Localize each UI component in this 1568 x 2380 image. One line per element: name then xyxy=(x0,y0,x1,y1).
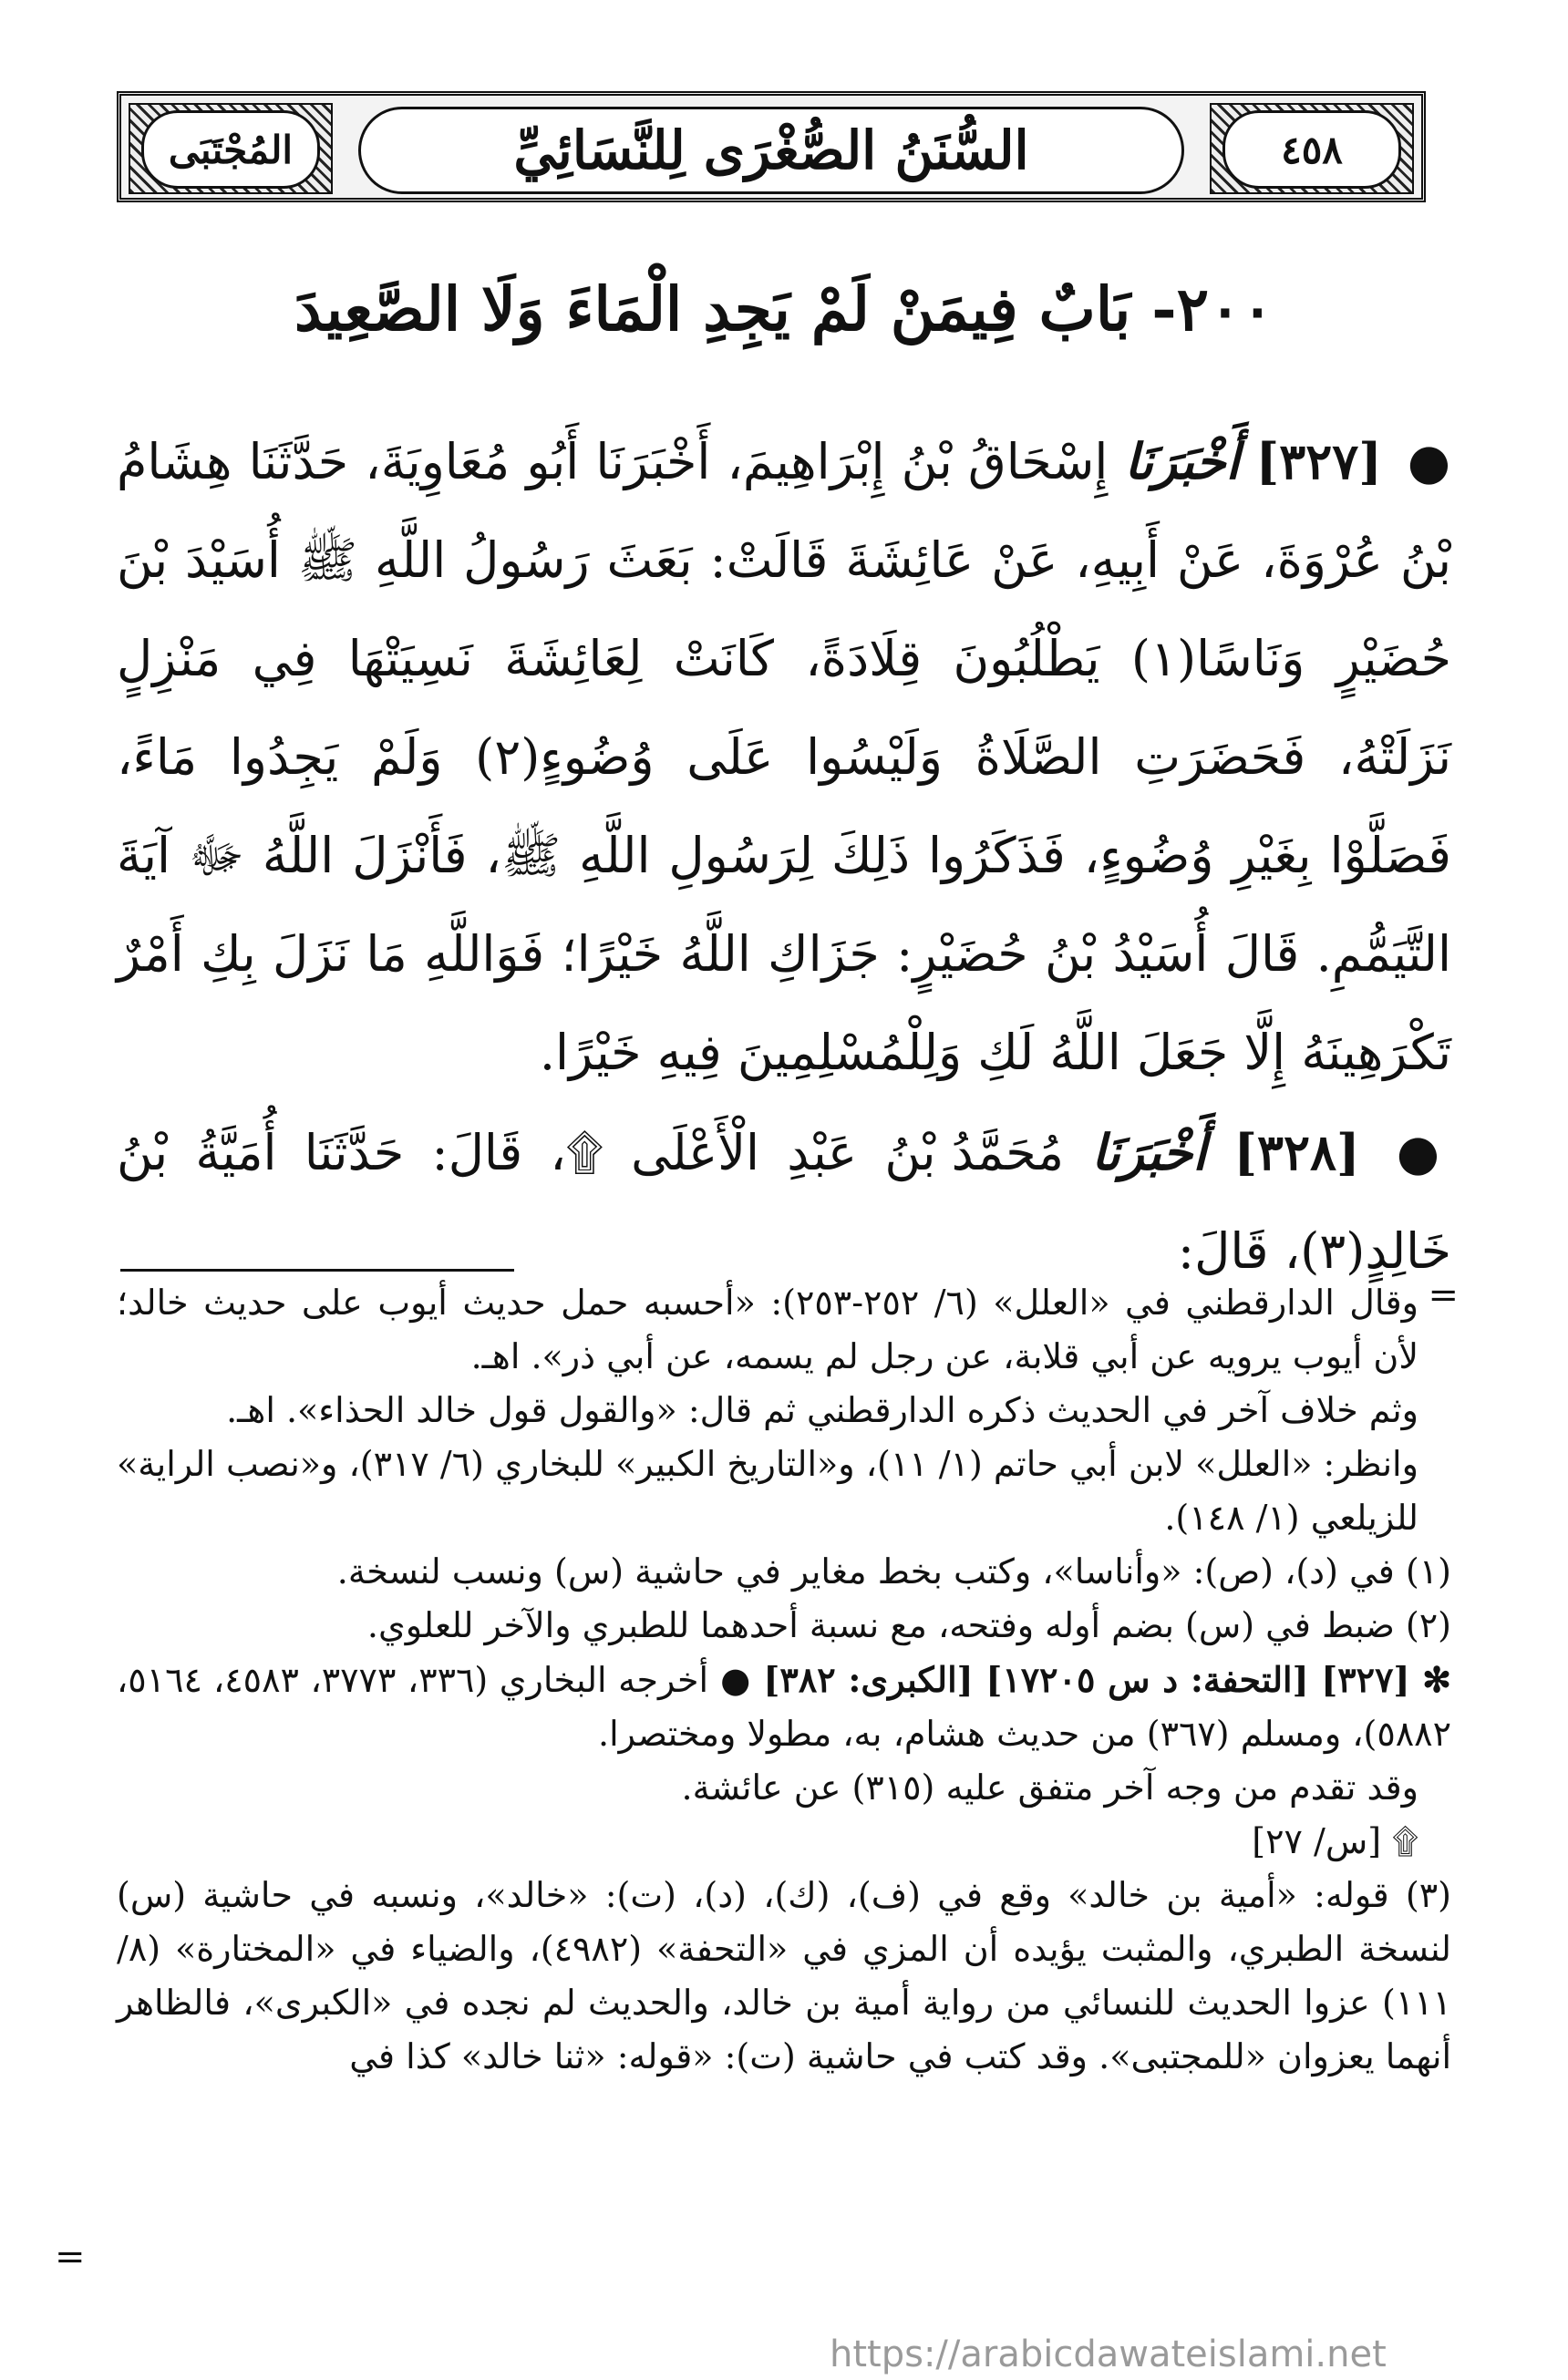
hadith-number: [٣٢٨] xyxy=(1233,1123,1360,1181)
footnote-continuation: وثم خلاف آخر في الحديث ذكره الدارقطني ثم قال: «والقول قول خالد الحذاء». اهـ. xyxy=(226,1390,1418,1430)
chapter-title: ٢٠٠- بَابٌ فِيمَنْ لَمْ يَجِدِ الْمَاءَ وَلَا الصَّعِيدَ xyxy=(294,273,1274,345)
takhrij-text: أخرجه البخاري (٣٣٦، ٣٧٧٣، ٤٥٨٣، ٥١٦٤، ٥٨٨٢)، ومسلم (٣٦٧) من حديث هشام، به، مطولا ومختصرا. xyxy=(117,1660,1451,1754)
hadith-lead-word: أَخْبَرَنَا xyxy=(1091,1123,1207,1181)
hadith-327 xyxy=(117,412,1451,1102)
hadith-lead-word: أَخْبَرَنَا xyxy=(1124,432,1240,490)
footnote-2: (٢) ضبط في (س) بضم أوله وفتحه، مع نسبة أحدهما للطبري والآخر للعلوي. xyxy=(366,1605,1451,1645)
hadith-bullet: ● xyxy=(1407,432,1451,490)
book-title: السُّنَنُ الصُّغْرَى لِلنَّسَائِيِّ xyxy=(358,107,1184,194)
takhrij-note: وقد تقدم من وجه آخر متفق عليه (٣١٥) عن عائشة. xyxy=(681,1767,1418,1808)
footnote-continuation: وقال الدارقطني في «العلل» (٦/ ٢٥٢-٢٥٣): «أحسبه حمل حديث أيوب على حديث خالد؛ لأن أيوب يرويه عن أبي قلابة، عن رجل لم يسمه، عن أبي ذر». اهـ. xyxy=(117,1283,1418,1376)
takhrij-head: ✻ [٣٢٧] [التحفة: د س ١٧٢٠٥] [الكبرى: ٣٨٢] ● xyxy=(719,1659,1452,1700)
hadith-text: مُحَمَّدُ بْنُ عَبْدِ الْأَعْلَى ۩، قَالَ: حَدَّثَنَا أُمَيَّةُ بْنُ خَالِدٍ(٣)، قَالَ: xyxy=(117,1124,1451,1280)
hadith-text: إِسْحَاقُ بْنُ إِبْرَاهِيمَ، أَخْبَرَنَا أَبُو مُعَاوِيَةَ، حَدَّثَنَا هِشَامُ بْنُ عُرْوَةَ، عَنْ أَبِيهِ، عَنْ عَائِشَةَ قَالَتْ: بَعَثَ رَسُولُ اللَّهِ ﷺ أُسَيْدَ بْنَ حُضَيْرٍ وَنَاسًا(١) يَطْلُبُونَ قِلَادَةً، كَانَتْ لِعَائِشَةَ نَسِيَتْهَا فِي مَنْزِلٍ نَزَلَتْهُ، فَحَضَرَتِ الصَّلَاةُ وَلَيْسُوا عَلَى وُضُوءٍ(٢) وَلَمْ يَجِدُوا مَاءً، فَصَلَّوْا بِغَيْرِ وُضُوءٍ، فَذَكَرُوا ذَلِكَ لِرَسُولِ اللَّهِ ﷺ، فَأَنْزَلَ اللَّهُ ﷻ آيَةَ التَّيَمُّمِ. قَالَ أُسَيْدُ بْنُ حُضَيْرٍ: جَزَاكِ اللَّهُ خَيْرًا؛ فَوَاللَّهِ مَا نَزَلَ بِكِ أَمْرٌ تَكْرَهِينَهُ إِلَّا جَعَلَ اللَّهُ لَكِ وَلِلْمُسْلِمِينَ فِيهِ خَيْرًا. xyxy=(117,433,1452,1081)
footnote-3: (٣) قوله: «أمية بن خالد» وقع في (ف)، (ك)، (د)، (ت): «خالد»، ونسبه في حاشية (س) لنسخة الطبري، والمثبت يؤيده أن المزي في «التحفة» (٤٩٨٢)، والضياء في «المختارة» (٨/ ١١١) عزوا الحديث للنسائي من رواية أمية بن خالد، والحديث لم نجده في «الكبرى»، فالظاهر أنهما يعزوان «للمجتبى». وقد كتب في حاشية (ت): «قوله: «ثنا خالد» كذا في xyxy=(117,1875,1451,2076)
footnotes xyxy=(117,1276,1451,2084)
footnote-continuation: وانظر: «العلل» لابن أبي حاتم (١/ ١١)، و«التاريخ الكبير» للبخاري (٦/ ٣١٧)، و«نصب الراية» للزيلعي (١/ ١٤٨). xyxy=(117,1444,1418,1538)
page-number: ٤٥٨ xyxy=(1222,110,1401,189)
watermark-url: https://arabicdawateislami.net xyxy=(830,2334,1387,2375)
footnote-1: (١) في (د)، (ص): «وأناسا»، وكتب بخط مغاير في حاشية (س) ونسب لنسخة. xyxy=(336,1551,1451,1592)
continuation-mark-bottom: = xyxy=(55,2236,86,2278)
continuation-mark-top: = xyxy=(1428,1274,1459,1316)
hadith-bullet: ● xyxy=(1396,1123,1451,1181)
footnote-divider xyxy=(120,1269,514,1272)
hadith-number: [٣٢٧] xyxy=(1255,432,1382,490)
takhrij-327 xyxy=(117,1653,1451,1761)
volume-label: المُجْتَبَى xyxy=(141,110,320,189)
page-reference: ۩ [س/ ٢٧] xyxy=(1252,1821,1418,1861)
page-header xyxy=(117,91,1426,202)
